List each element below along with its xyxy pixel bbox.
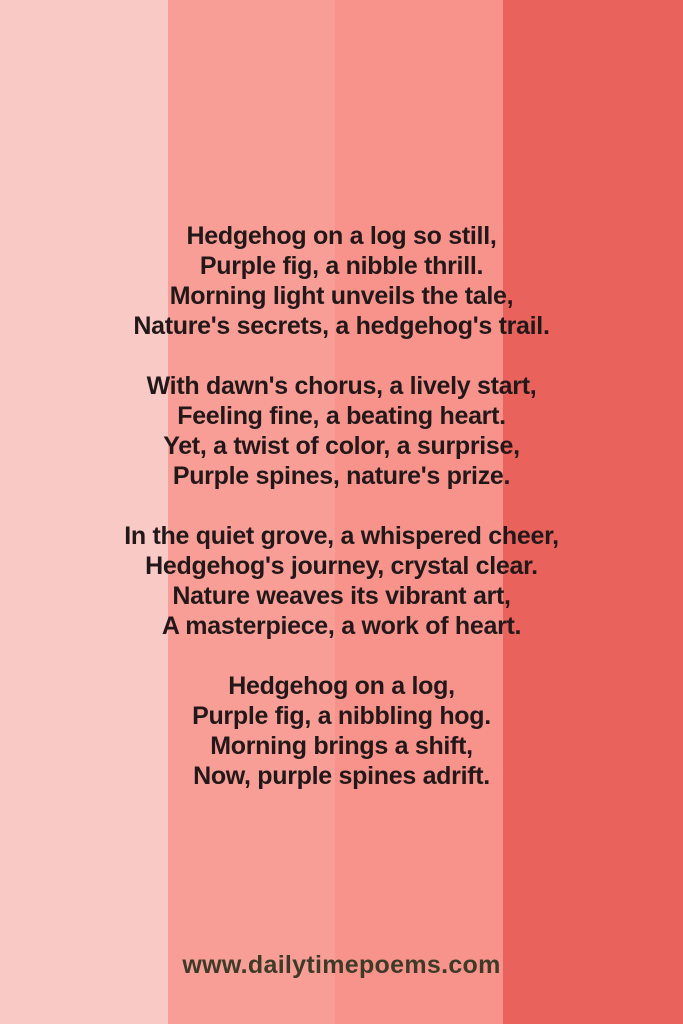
- poem-line: Feeling fine, a beating heart.: [177, 402, 506, 430]
- poem-line: Purple fig, a nibbling hog.: [192, 702, 491, 730]
- poem-line: Purple fig, a nibble thrill.: [199, 252, 484, 280]
- poem-line: Morning brings a shift,: [210, 732, 473, 760]
- poem-stanza-1: [0, 221, 683, 341]
- poem-line: Hedgehog on a log so still,: [186, 222, 497, 250]
- poem-stanza-4: [0, 671, 683, 791]
- poem-line: Morning light unveils the tale,: [169, 282, 514, 310]
- poem-line: Yet, a twist of color, a surprise,: [163, 432, 520, 460]
- website-watermark: www.dailytimepoems.com: [182, 951, 501, 979]
- poem-line: Hedgehog on a log,: [228, 672, 455, 700]
- poem-line: Nature weaves its vibrant art,: [172, 582, 511, 610]
- poem-text: [0, 221, 683, 791]
- poem-line: Nature's secrets, a hedgehog's trail.: [133, 312, 550, 340]
- poem-stanza-3: [0, 521, 683, 641]
- poem-line: In the quiet grove, a whispered cheer,: [124, 522, 559, 550]
- poem-line: With dawn's chorus, a lively start,: [146, 372, 537, 400]
- poem-line: A masterpiece, a work of heart.: [161, 612, 522, 640]
- poem-stanza-2: [0, 371, 683, 491]
- poem-line: Purple spines, nature's prize.: [172, 462, 511, 490]
- poem-line: Hedgehog's journey, crystal clear.: [145, 552, 538, 580]
- poem-line: Now, purple spines adrift.: [193, 762, 490, 790]
